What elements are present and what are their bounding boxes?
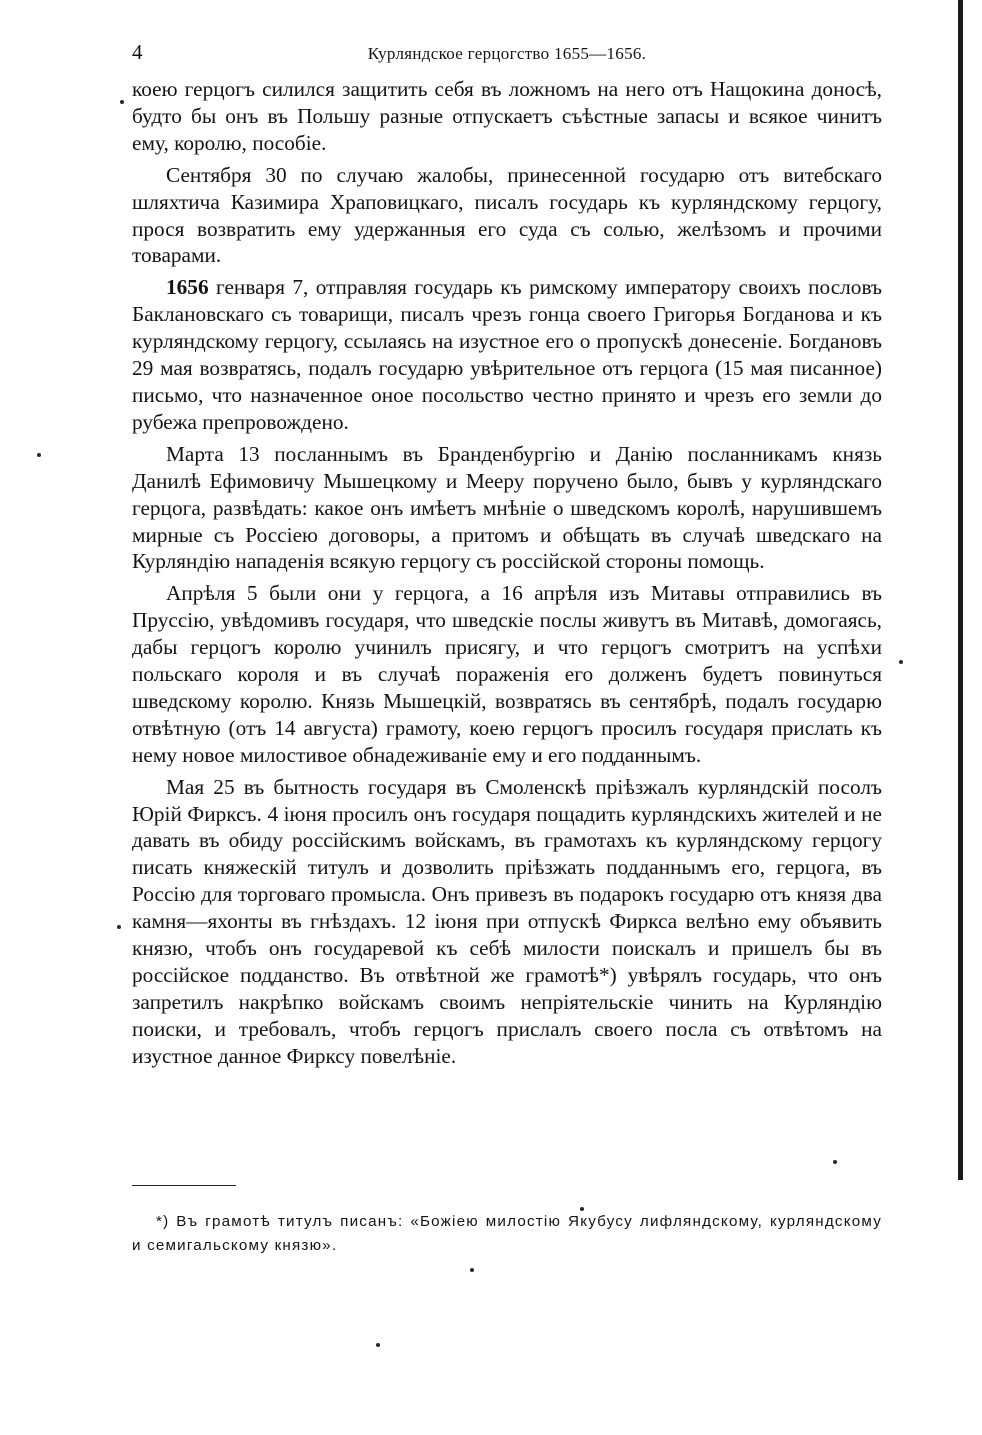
paragraph-4: Марта 13 посланнымъ въ Бранденбургію и Данію посланникамъ князь Данилѣ Ефимовичу Мышецкому и Мееру поручено было, бывъ у курляндскаго герцога, развѣдать: какое онъ имѣетъ мнѣніе о шведскомъ королѣ, нарушившемъ мирные съ Россіею договоры, а притомъ и обѣщать въ случаѣ шведскаго на Курляндію нападенія всякую герцогу съ россійской стороны помощь. <box>132 441 882 574</box>
scan-speck <box>833 1160 837 1164</box>
page-header <box>132 40 882 70</box>
paragraph-2: Сентября 30 по случаю жалобы, принесенной государю отъ витебскаго шляхтича Казимира Храповицкаго, писалъ государь къ курляндскому герцогу, прося возвратить ему удержанныя его суда съ солью, желѣзомъ и прочими товарами. <box>132 162 882 268</box>
scan-speck <box>899 660 903 664</box>
scan-speck <box>117 925 121 929</box>
paragraph-3-text: генваря 7, отправляя государь къ римскому императору своихъ пословъ Баклановскаго съ товарищи, писалъ чрезъ гонца своего Григорья Богданова и къ курляндскому герцогу, ссылаясь на изустное его о пропускѣ донесеніе. Богдановъ 29 мая возвратясь, подалъ государю увѣрительное отъ герцога (15 мая писанное) письмо, что назначенное оное посольство честно принято и чрезъ его земли до рубежа препровождено. <box>132 275 882 434</box>
scan-speck <box>120 100 124 104</box>
page-edge-shadow <box>958 0 963 1180</box>
scan-speck <box>376 1343 380 1347</box>
scan-speck <box>37 453 41 457</box>
paragraph-3-year: 1656 <box>166 275 209 300</box>
paragraph-5: Апрѣля 5 были они у герцога, а 16 апрѣля изъ Митавы отправились въ Пруссію, увѣдомивъ государя, что шведскіе послы живутъ въ Митавѣ, домогаясь, дабы герцогъ королю учинилъ присягу, и что герцогъ смотритъ на успѣхи польскаго короля и въ случаѣ пораженія его долженъ будетъ повинуться шведскому королю. Князь Мышецкій, возвратясь въ сентябрѣ, подалъ государю отвѣтную (отъ 14 августа) грамоту, коею герцогъ просилъ государя прислать къ нему новое милостивое обнадеживаніе ему и его подданнымъ. <box>132 581 882 767</box>
paragraph-3 <box>132 274 882 435</box>
scan-speck <box>580 1207 584 1211</box>
paragraph-6: Мая 25 въ бытность государя въ Смоленскѣ пріѣзжалъ курляндскій посолъ Юрій Фирксъ. 4 іюня просилъ онъ государя пощадить курляндскихъ жителей и не давать въ обиду россійскимъ войскамъ, въ грамотахъ къ курляндскому герцогу писать княжескій титулъ и дозволить пріѣзжать подданнымъ его, герцога, въ Россію для торговаго промысла. Онъ привезъ въ подарокъ государю отъ князя два камня—яхонты въ гнѣздахъ. 12 іюня при отпускѣ Фиркса велѣно ему объявить князю, чтобъ онъ государевой къ себѣ милости поискалъ и пришелъ бы въ россійское подданство. Въ отвѣтной же грамотѣ*) увѣрялъ государь, что онъ запретилъ накрѣпко войскамъ своимъ непріятельскіе чинить на Курляндію поиски, и требовалъ, чтобъ герцогъ прислалъ своего посла съ отвѣтомъ на изустное данное Фирксу повелѣніе. <box>132 774 882 1068</box>
footnote: *) Въ грамотѣ титулъ писанъ: «Божіею милостію Якубусу лифляндскому, курляндскому и семигальскому князю». <box>132 1213 882 1254</box>
body-text <box>132 76 882 1075</box>
page-number: 4 <box>132 40 143 64</box>
scan-speck <box>470 1268 474 1272</box>
footnote-separator <box>132 1185 236 1186</box>
paragraph-1: коею герцогъ силился защитить себя въ ложномъ на него отъ Нащокина доносѣ, будто бы онъ въ Польшу разные отпускаетъ съѣстные запасы и всякое чинитъ ему, королю, пособіе. <box>132 77 882 155</box>
running-title: Курляндское герцогство 1655—1656. <box>367 44 647 63</box>
